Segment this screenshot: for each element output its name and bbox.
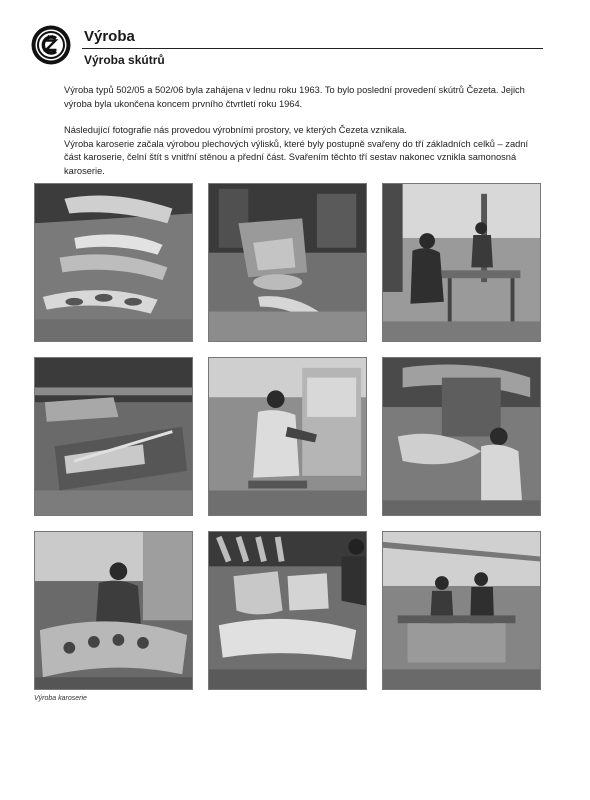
photo-factory-hall [382,531,541,690]
cz-logo [30,24,72,66]
paragraph-1: Výroba typů 502/05 a 502/06 byla zahájena v lednu roku 1963. To bylo poslední provedení skútrů Čezeta. Jejich výroba byla ukončena koncem prvního čtvrtletí roku 1964. [64,85,525,109]
photo-workers-at-bench [382,183,541,342]
paragraph-2: Následující fotografie nás provedou výrobními prostory, ve kterých Čezeta vznikala. [64,125,407,135]
title-divider [82,48,543,49]
photo-welder-at-station [208,357,367,516]
photo-panel-pressing-area [208,183,367,342]
paragraph-3: Výroba karoserie začala výrobou plechových výlisků, které byly postupně svařeny do tří základních celků – zadní část karoserie, čelní štít s vnitřní stěnou a přední část. Svařením těchto tří sestav nakonec vznikla samonosná karoserie. [64,138,529,176]
photo-welding-jig [34,357,193,516]
photo-stacked-body-panels [34,183,193,342]
photo-grid [34,183,542,692]
photo-front-shield-parts [208,531,367,690]
intro-text [64,84,534,178]
photo-body-assembly-line [34,531,193,690]
page-subtitle: Výroba skútrů [84,53,165,67]
page-title: Výroba [84,28,135,45]
photo-caption: Výroba karoserie [34,695,87,702]
photo-worker-with-panel [382,357,541,516]
